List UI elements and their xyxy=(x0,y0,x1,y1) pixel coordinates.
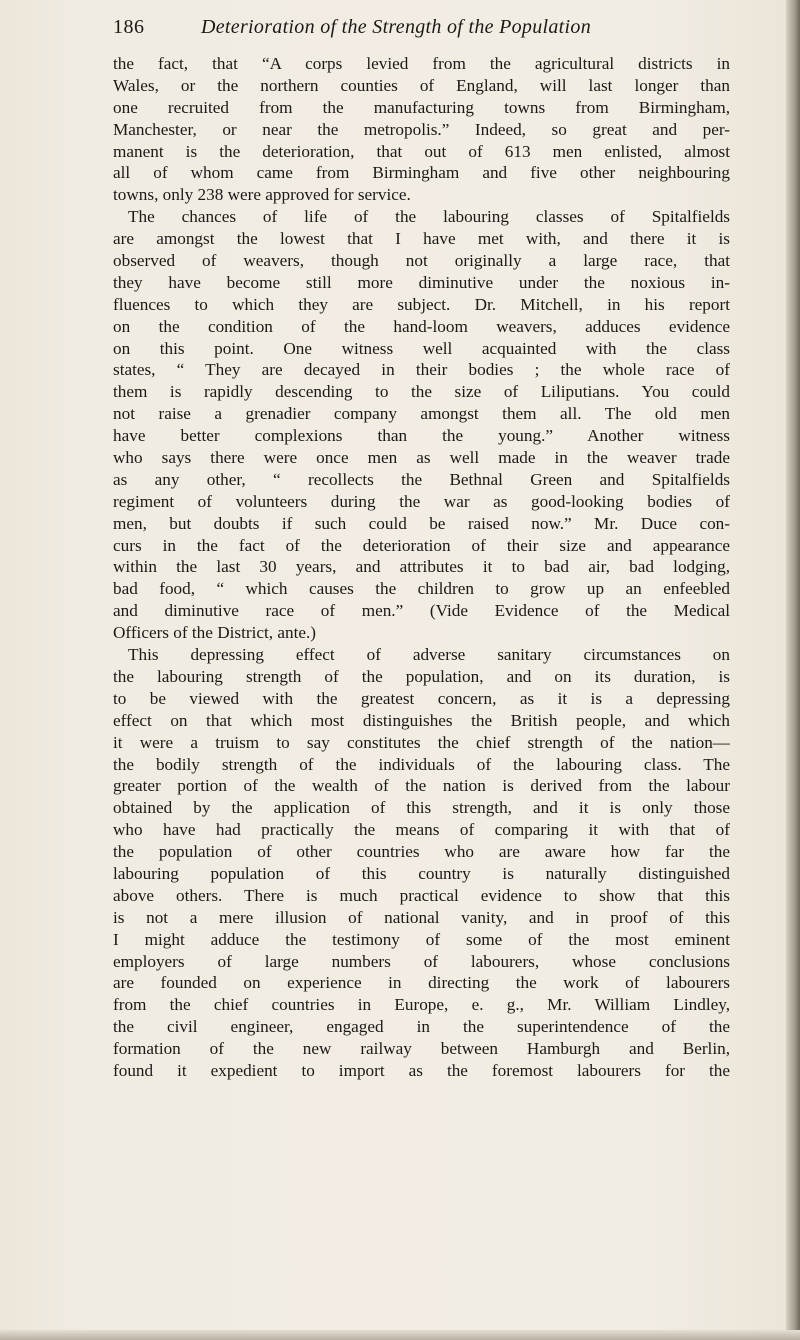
running-title: Deterioration of the Strength of the Population xyxy=(201,16,591,38)
text-line: formation of the new railway between Hamburgh and Berlin, xyxy=(113,1039,730,1059)
text-line: obtained by the application of this strength, and it is only those xyxy=(113,798,730,818)
text-line: fluences to which they are subject. Dr. Mitchell, in his report xyxy=(113,294,730,314)
text-line: regiment of volunteers during the war as good-looking bodies of xyxy=(113,491,730,511)
text-line: are founded on experience in directing the work of labourers xyxy=(113,973,730,993)
text-line: towns, only 238 were approved for service. xyxy=(113,185,411,205)
text-line: The chances of life of the labouring classes of Spitalfields xyxy=(128,207,730,227)
text-line: Manchester, or near the metropolis.” Indeed, so great and per- xyxy=(113,119,730,139)
text-line: the fact, that “A corps levied from the agricultural districts in xyxy=(113,54,730,73)
text-line: curs in the fact of the deterioration of their size and appearance xyxy=(113,535,730,555)
text-line: the bodily strength of the individuals of the labouring class. The xyxy=(113,754,730,774)
text-line: labouring population of this country is naturally distinguished xyxy=(113,863,730,883)
text-line: not raise a grenadier company amongst them all. The old men xyxy=(113,404,730,424)
text-line: manent is the deterioration, that out of 613 men enlisted, almost xyxy=(113,141,730,161)
text-line: who have had practically the means of comparing it with that of xyxy=(113,820,730,840)
text-line: on this point. One witness well acquainted with the class xyxy=(113,338,730,358)
text-line: states, “ They are decayed in their bodies ; the whole race of xyxy=(113,360,730,380)
text-line: men, but doubts if such could be raised now.” Mr. Duce con- xyxy=(113,513,730,533)
text-line: found it expedient to import as the foremost labourers for the xyxy=(113,1060,730,1080)
text-line: it were a truism to say constitutes the chief strength of the nation— xyxy=(113,732,730,752)
page-header xyxy=(113,10,733,44)
text-line: effect on that which most distinguishes the British people, and which xyxy=(113,710,730,730)
text-line: the labouring strength of the population, and on its duration, is xyxy=(113,666,730,686)
page-bottom-edge xyxy=(0,1330,800,1340)
text-line: the population of other countries who are aware how far the xyxy=(113,842,730,862)
text-line: who says there were once men as well made in the weaver trade xyxy=(113,448,730,468)
text-line: within the last 30 years, and attributes it to bad air, bad lodging, xyxy=(113,557,730,577)
body-text xyxy=(113,53,730,1082)
text-line: This depressing effect of adverse sanitary circumstances on xyxy=(128,645,730,665)
text-line: them is rapidly descending to the size of Liliputians. You could xyxy=(113,382,730,402)
text-line: and diminutive race of men.” (Vide Evidence of the Medical xyxy=(113,601,730,621)
text-line: to be viewed with the greatest concern, as it is a depressing xyxy=(113,688,730,708)
text-line: from the chief countries in Europe, e. g., Mr. William Lindley, xyxy=(113,995,730,1015)
text-line: have better complexions than the young.” Another witness xyxy=(113,426,730,446)
text-line: one recruited from the manufacturing towns from Birmingham, xyxy=(113,97,730,117)
text-line: greater portion of the wealth of the nation is derived from the labour xyxy=(113,776,730,796)
text-line: is not a mere illusion of national vanity, and in proof of this xyxy=(113,907,730,927)
text-line: on the condition of the hand-loom weavers, adduces evidence xyxy=(113,316,730,336)
text-line: bad food, “ which causes the children to grow up an enfeebled xyxy=(113,579,730,599)
page-number: 186 xyxy=(113,16,145,38)
text-line: employers of large numbers of labourers, whose conclusions xyxy=(113,951,730,971)
text-line: Wales, or the northern counties of England, will last longer than xyxy=(113,75,730,95)
text-line: above others. There is much practical evidence to show that this xyxy=(113,885,730,905)
text-line: all of whom came from Birmingham and five other neighbouring xyxy=(113,163,730,183)
text-line: they have become still more diminutive under the noxious in- xyxy=(113,272,730,292)
page-binding-edge xyxy=(786,0,800,1340)
text-line: the civil engineer, engaged in the superintendence of the xyxy=(113,1017,730,1037)
text-line: are amongst the lowest that I have met with, and there it is xyxy=(113,229,730,249)
text-line: observed of weavers, though not originally a large race, that xyxy=(113,251,730,271)
text-line: I might adduce the testimony of some of the most eminent xyxy=(113,929,730,949)
text-line: as any other, “ recollects the Bethnal Green and Spitalfields xyxy=(113,469,730,489)
text-line: Officers of the District, ante.) xyxy=(113,623,316,643)
